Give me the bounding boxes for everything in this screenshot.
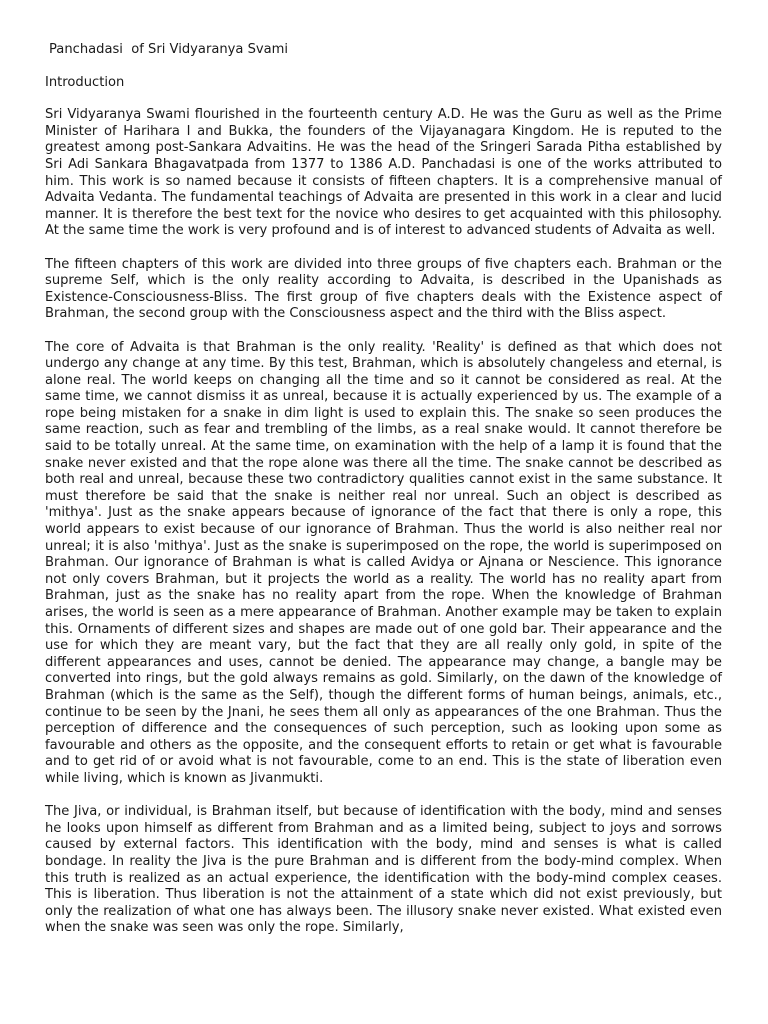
paragraph-2: The fifteen chapters of this work are divided into three groups of five chapters each. Brahman or the supreme Self, which is the only reality according to Advaita, is described in the Upanishads as Existence-Consciousness-Bliss. The first group of five chapters deals with the Existence aspect of Brahman, the second group with the Consciousness aspect and the third with the Bliss aspect. — [45, 256, 722, 322]
section-heading-introduction: Introduction — [45, 74, 125, 90]
paragraph-3: The core of Advaita is that Brahman is the only reality. 'Reality' is defined as that which does not undergo any change at any time. By this test, Brahman, which is absolutely changeless and eternal, is alone real. The world keeps on changing all the time and so it cannot be considered as real. At the same time, we cannot dismiss it as unreal, because it is actually experienced by us. The example of a rope being mistaken for a snake in dim light is used to explain this. The snake so seen produces the same reaction, such as fear and trembling of the limbs, as a real snake would. It cannot therefore be said to be totally unreal. At the same time, on examination with the help of a lamp it is found that the snake never existed and that the rope alone was there all the time. The snake cannot be described as both real and unreal, because these two contradictory qualities cannot exist in the same substance. It must therefore be said that the snake is neither real nor unreal. Such an object is described as 'mithya'. Just as the snake appears because of ignorance of the fact that there is only a rope, this world appears to exist because of our ignorance of Brahman. Thus the world is also neither real nor unreal; it is also 'mithya'. Just as the snake is superimposed on the rope, the world is superimposed on Brahman. Our ignorance of Brahman is what is called Avidya or Ajnana or Nescience. This ignorance not only covers Brahman, but it projects the world as a reality. The world has no reality apart from Brahman, just as the snake has no reality apart from the rope. When the knowledge of Brahman arises, the world is seen as a mere appearance of Brahman. Another example may be taken to explain this. Ornaments of different sizes and shapes are made out of one gold bar. Their appearance and the use for which they are meant vary, but the fact that they are all really only gold, in spite of the different appearances and uses, cannot be denied. The appearance may change, a bangle may be converted into rings, but the gold always remains as gold. Similarly, on the dawn of the knowledge of Brahman (which is the same as the Self), though the different forms of human beings, animals, etc., continue to be seen by the Jnani, he sees them all only as appearances of the one Brahman. Thus the perception of difference and the consequences of such perception, such as looking upon some as favourable and others as the opposite, and the consequent efforts to retain or get what is favourable and to get rid of or avoid what is not favourable, come to an end. This is the state of liberation even while living, which is known as Jivanmukti. — [45, 339, 722, 786]
paragraph-4: The Jiva, or individual, is Brahman itself, but because of identification with the body, mind and senses he looks upon himself as different from Brahman and as a limited being, subject to joys and sorrows caused by external factors. This identification with the body, mind and senses is what is called bondage. In reality the Jiva is the pure Brahman and is different from the body-mind complex. When this truth is realized as an actual experience, the identification with the body-mind complex ceases. This is liberation. Thus liberation is not the attainment of a state which did not exist previously, but only the realization of what one has always been. The illusory snake never existed. What existed even when the snake was seen was only the rope. Similarly, — [45, 804, 722, 936]
document-title: Panchadasi of Sri Vidyaranya Svami — [49, 42, 289, 57]
paragraph-1: Sri Vidyaranya Swami flourished in the fourteenth century A.D. He was the Guru as well as the Prime Minister of Harihara I and Bukka, the founders of the Vijayanagara Kingdom. He is reputed to the greatest among post-Sankara Advaitins. He was the head of the Sringeri Sarada Pitha established by Sri Adi Sankara Bhagavatpada from 1377 to 1386 A.D. Panchadasi is one of the works attributed to him. This work is so named because it consists of fifteen chapters. It is a comprehensive manual of Advaita Vedanta. The fundamental teachings of Advaita are presented in this work in a clear and lucid manner. It is therefore the best text for the novice who desires to get acquainted with this philosophy. At the same time the work is very profound and is of interest to advanced students of Advaita as well. — [45, 107, 722, 239]
document-page — [45, 42, 722, 953]
